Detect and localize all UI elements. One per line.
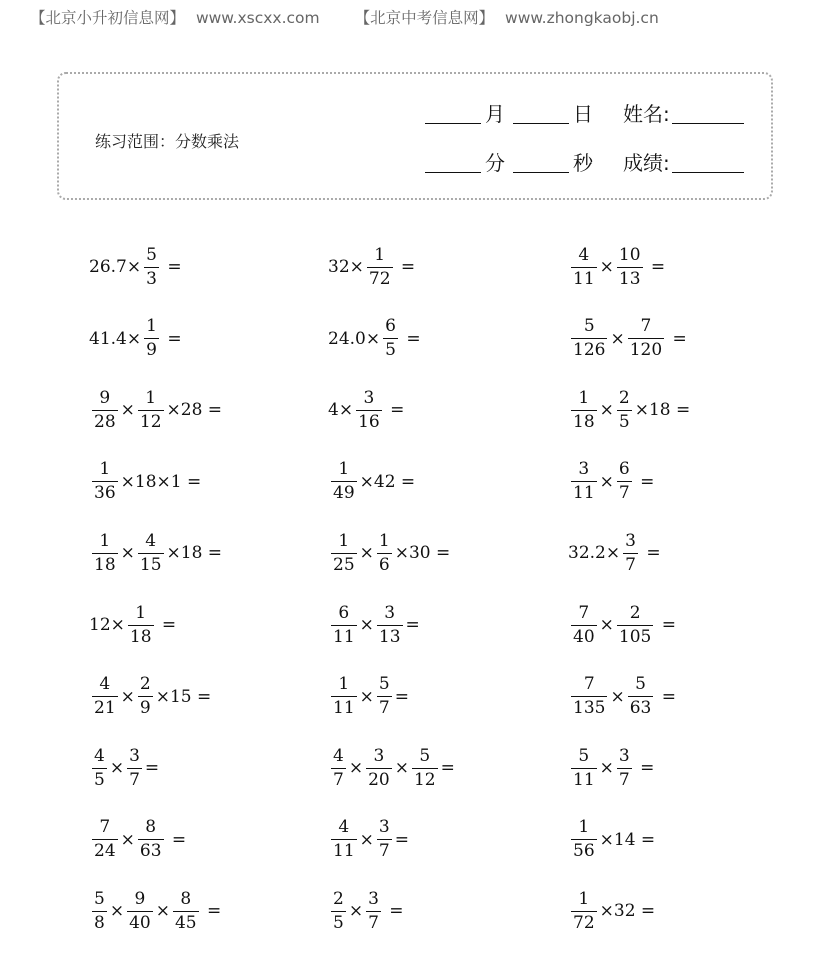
numerator: 7 (99, 817, 111, 838)
expression-text: = (440, 758, 455, 779)
fraction (617, 602, 653, 647)
numerator: 3 (363, 387, 375, 408)
problem-20 (328, 672, 409, 722)
numerator: 3 (578, 459, 590, 480)
fraction (571, 819, 597, 860)
fraction (571, 888, 597, 933)
expression-text: = (144, 758, 160, 779)
problem-19 (89, 672, 211, 722)
day-label: 日 (573, 102, 593, 126)
problem-22 (89, 743, 159, 793)
fraction (377, 819, 392, 860)
problem-2 (328, 242, 415, 292)
expression-text: = (634, 471, 655, 492)
fraction (92, 461, 118, 502)
expression-text: = (645, 257, 666, 277)
problem-11 (328, 457, 415, 507)
numerator: 1 (378, 530, 390, 551)
expression-text: × (359, 829, 374, 850)
problem-6 (568, 314, 687, 364)
denominator: 7 (368, 912, 379, 933)
fraction (331, 888, 346, 933)
numerator: 6 (338, 602, 350, 623)
numerator: 3 (368, 888, 379, 909)
numerator: 3 (618, 745, 630, 766)
numerator: 10 (618, 244, 641, 265)
denominator: 40 (573, 626, 595, 647)
fraction (92, 530, 118, 575)
denominator: 7 (618, 769, 630, 790)
denominator: 135 (573, 698, 606, 719)
numerator: 1 (578, 817, 590, 838)
numerator: 1 (374, 244, 386, 265)
problem-4 (89, 314, 182, 364)
expression-text: × (599, 615, 614, 635)
denominator: 5 (333, 912, 344, 933)
expression-text: × (109, 758, 125, 779)
problem-15 (568, 528, 661, 578)
expression-text: = (395, 257, 416, 277)
problem-12 (568, 457, 654, 507)
fraction (383, 318, 398, 359)
expression-text: 24.0× (328, 328, 381, 349)
minute-label: 分 (485, 151, 505, 175)
expression-text: = (400, 328, 421, 349)
numerator: 5 (419, 745, 431, 766)
numerator: 3 (373, 745, 385, 766)
numerator: 1 (578, 888, 590, 909)
expression-text: = (161, 257, 182, 277)
expression-text: 12× (89, 615, 125, 635)
fraction (571, 745, 597, 790)
denominator: 5 (385, 340, 396, 361)
expression-text: = (383, 901, 404, 922)
problem-24 (568, 743, 654, 793)
fraction (92, 819, 118, 860)
fraction (571, 602, 597, 647)
problem-30 (568, 886, 655, 936)
denominator: 3 (146, 268, 157, 289)
fraction (377, 530, 392, 575)
denominator: 105 (618, 626, 652, 647)
expression-text: × (610, 328, 625, 349)
denominator: 5 (94, 769, 105, 790)
numerator: 3 (625, 530, 636, 551)
numerator: 4 (338, 817, 350, 838)
numerator: 1 (146, 316, 157, 337)
numerator: 7 (640, 316, 652, 337)
expression-text: = (394, 829, 409, 850)
fraction (138, 387, 164, 432)
numerator: 6 (385, 316, 396, 337)
denominator: 7 (378, 841, 390, 862)
problem-8 (328, 385, 404, 435)
denominator: 49 (333, 483, 355, 504)
site2-url[interactable]: www.zhongkaobj.cn (505, 9, 659, 27)
denominator: 11 (573, 268, 595, 289)
fraction (173, 888, 199, 933)
expression-text: × (120, 686, 135, 707)
fraction (92, 888, 107, 933)
numerator: 5 (378, 674, 390, 695)
expression-text: × (359, 615, 374, 635)
practice-range: 练习范围：分数乘法 (95, 132, 240, 151)
denominator: 6 (378, 554, 390, 575)
problem-29 (328, 886, 404, 936)
denominator: 7 (129, 769, 140, 790)
denominator: 25 (333, 554, 355, 575)
expression-text: ×32 = (599, 901, 656, 922)
denominator: 16 (358, 411, 380, 432)
expression-text: × (610, 686, 625, 707)
numerator: 1 (135, 602, 147, 623)
denominator: 12 (413, 769, 436, 790)
numerator: 2 (618, 387, 630, 408)
numerator: 1 (338, 530, 350, 551)
expression-text: 32× (328, 257, 364, 277)
denominator: 120 (629, 340, 663, 361)
fraction (127, 745, 142, 790)
numerator: 5 (583, 316, 595, 337)
expression-text: ×18×1 = (120, 471, 202, 492)
fraction (628, 676, 654, 717)
problem-5 (328, 314, 421, 364)
numerator: 9 (99, 387, 111, 408)
expression-text: = (667, 328, 687, 349)
numerator: 5 (635, 674, 646, 695)
expression-text: × (109, 901, 125, 922)
denominator: 36 (94, 483, 116, 504)
expression-text: × (155, 901, 170, 922)
problem-26 (328, 815, 409, 865)
problem-25 (89, 815, 186, 865)
problem-13 (89, 528, 222, 578)
expression-text: ×18 = (166, 543, 223, 564)
numerator: 1 (99, 459, 111, 480)
expression-text: = (656, 615, 676, 635)
numerator: 4 (145, 530, 157, 551)
numerator: 8 (180, 888, 192, 909)
denominator: 21 (94, 698, 116, 719)
denominator: 24 (94, 841, 116, 862)
expression-text: × (120, 543, 135, 564)
denominator: 20 (368, 769, 390, 790)
denominator: 12 (139, 411, 162, 432)
problem-21 (568, 672, 676, 722)
numerator: 4 (333, 745, 344, 766)
expression-text: ×18 = (634, 400, 691, 421)
fraction (377, 676, 392, 717)
numerator: 8 (145, 817, 157, 838)
problem-14 (328, 528, 450, 578)
fraction (367, 244, 393, 289)
denominator: 9 (139, 698, 151, 719)
numerator: 2 (629, 602, 641, 623)
numerator: 7 (578, 602, 590, 623)
denominator: 126 (573, 340, 606, 361)
fraction (617, 244, 643, 289)
fraction (144, 318, 159, 359)
problem-28 (89, 886, 221, 936)
fraction (128, 602, 154, 647)
denominator: 13 (378, 626, 401, 647)
fraction (617, 745, 632, 790)
fraction (571, 676, 607, 717)
denominator: 63 (139, 841, 162, 862)
expression-text: ×42 = (359, 471, 416, 492)
denominator: 8 (94, 912, 105, 933)
fraction (617, 461, 632, 502)
expression-text: × (599, 400, 614, 421)
expression-text: 26.7× (89, 257, 142, 277)
expression-text: = (161, 328, 182, 349)
fraction (628, 318, 664, 359)
fraction (571, 244, 597, 289)
numerator: 1 (338, 674, 350, 695)
fraction (331, 461, 357, 502)
site1-url[interactable]: www.xscxx.com (195, 9, 320, 27)
fraction (366, 888, 381, 933)
numerator: 6 (618, 459, 630, 480)
fraction (331, 602, 357, 647)
fraction (331, 530, 357, 575)
expression-text: × (599, 257, 614, 277)
problem-18 (568, 600, 676, 650)
denominator: 56 (573, 841, 595, 862)
expression-text: ×30 = (394, 543, 451, 564)
problem-9 (568, 385, 690, 435)
expression-text: × (599, 471, 614, 492)
name-label: 姓名: (623, 102, 670, 126)
numerator: 1 (145, 387, 157, 408)
expression-text: ×14 = (599, 829, 656, 850)
denominator: 18 (573, 411, 595, 432)
expression-text: = (156, 615, 177, 635)
expression-text: = (166, 829, 187, 850)
denominator: 5 (618, 411, 630, 432)
fraction (366, 745, 392, 790)
fraction (356, 387, 382, 432)
expression-text: = (201, 901, 222, 922)
denominator: 18 (129, 626, 152, 647)
second-label: 秒 (573, 151, 593, 175)
fraction (138, 530, 164, 575)
denominator: 11 (333, 626, 355, 647)
fraction (617, 387, 632, 432)
denominator: 9 (146, 340, 157, 361)
problem-7 (89, 385, 222, 435)
fraction (623, 530, 638, 575)
numerator: 4 (94, 745, 105, 766)
expression-text: = (640, 543, 661, 564)
expression-text: = (394, 686, 409, 707)
denominator: 15 (139, 554, 162, 575)
fraction (331, 819, 357, 860)
denominator: 72 (573, 912, 595, 933)
numerator: 3 (384, 602, 396, 623)
problem-10 (89, 457, 201, 507)
problem-16 (89, 600, 176, 650)
denominator: 7 (618, 483, 630, 504)
expression-text: = (656, 686, 676, 707)
fraction (138, 676, 153, 717)
expression-text: × (120, 829, 135, 850)
problem-27 (568, 815, 655, 865)
fraction (92, 745, 107, 790)
fraction (571, 387, 597, 432)
score-label: 成绩: (623, 151, 670, 175)
site2-name: 【北京中考信息网】 (354, 9, 495, 27)
denominator: 63 (629, 698, 652, 719)
expression-text: 41.4× (89, 328, 142, 349)
denominator: 13 (618, 268, 641, 289)
fraction (92, 387, 118, 432)
fraction (92, 676, 118, 717)
denominator: 11 (573, 769, 595, 790)
denominator: 11 (333, 698, 355, 719)
numerator: 5 (146, 244, 157, 265)
fraction (412, 745, 438, 790)
expression-text: ×15 = (155, 686, 212, 707)
site1-name: 【北京小升初信息网】 (30, 9, 186, 27)
denominator: 7 (378, 698, 390, 719)
denominator: 45 (174, 912, 197, 933)
numerator: 4 (578, 244, 590, 265)
fraction (331, 676, 357, 717)
numerator: 1 (338, 459, 350, 480)
numerator: 5 (578, 745, 590, 766)
expression-text: = (384, 400, 405, 421)
denominator: 11 (333, 841, 355, 862)
denominator: 72 (368, 268, 391, 289)
expression-text: × (359, 543, 374, 564)
fraction (127, 888, 153, 933)
month-label: 月 (485, 102, 505, 126)
denominator: 7 (625, 554, 636, 575)
denominator: 18 (94, 554, 116, 575)
problem-1 (89, 242, 182, 292)
expression-text: × (359, 686, 374, 707)
numerator: 1 (99, 530, 111, 551)
denominator: 11 (573, 483, 595, 504)
fraction (138, 819, 164, 860)
numerator: 7 (583, 674, 595, 695)
numerator: 3 (129, 745, 140, 766)
numerator: 9 (134, 888, 146, 909)
expression-text: × (120, 400, 135, 421)
problem-3 (568, 242, 665, 292)
expression-text: × (394, 758, 409, 779)
fraction (571, 318, 607, 359)
numerator: 5 (94, 888, 105, 909)
numerator: 2 (139, 674, 151, 695)
problem-17 (328, 600, 420, 650)
denominator: 40 (129, 912, 151, 933)
expression-text: 4× (328, 400, 354, 421)
expression-text: × (599, 758, 614, 779)
problem-23 (328, 743, 455, 793)
numerator: 4 (99, 674, 111, 695)
expression-text: = (634, 758, 655, 779)
expression-text: ×28 = (166, 400, 223, 421)
fraction (331, 745, 346, 790)
expression-text: × (348, 901, 364, 922)
numerator: 2 (333, 888, 344, 909)
expression-text: × (348, 758, 364, 779)
denominator: 7 (333, 769, 344, 790)
expression-text: 32.2× (568, 543, 621, 564)
numerator: 1 (578, 387, 590, 408)
expression-text: = (405, 615, 420, 635)
numerator: 3 (378, 817, 390, 838)
denominator: 28 (94, 411, 116, 432)
fraction (571, 461, 597, 502)
fraction (377, 602, 403, 647)
fraction (144, 244, 159, 289)
